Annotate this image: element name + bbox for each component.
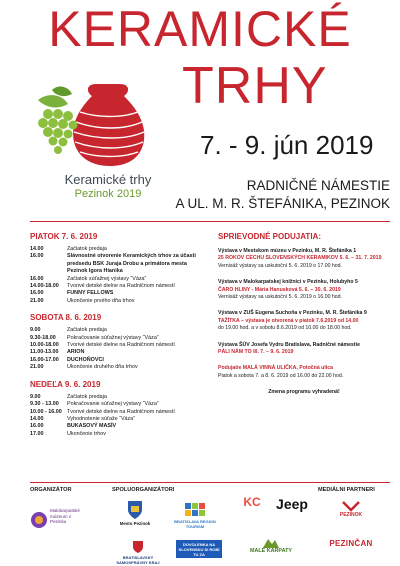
side-event-name: TAŽÍTKA – výstava je otvorená v piatok 7.6.2019 od 14.00 [218, 317, 359, 324]
logo-title: Keramické trhy [64, 172, 152, 187]
region-tourism-icon [184, 502, 206, 518]
side-event-info: Piatok a sobota 7. a 8. 6. 2019 od 16.00 do 22.00 hod. [218, 372, 344, 379]
row-time: 9.30-18.00 [30, 334, 56, 341]
pezinok-partner-logo [326, 500, 376, 518]
mountain-icon [263, 536, 279, 548]
side-event-place: Výstava v Malokarpatskej knižnici v Pezinku, Holubyho 5 [218, 279, 358, 286]
schedule-row [30, 423, 205, 430]
schedule-row [30, 283, 205, 290]
male-karpaty-logo [240, 536, 302, 554]
row-text: Pokračovanie súťažnej výstavy “Váza” [67, 334, 159, 341]
row-time: 14.00 [30, 415, 44, 422]
row-text: ARION [67, 349, 85, 356]
dovolenka-logo-text: DOVOLENKA NA SLOVENSKU SI ROBÍ TU ZA [178, 542, 220, 557]
side-event [218, 342, 390, 357]
pezincan-logo [322, 541, 380, 546]
male-karpaty-text: MALÉ KARPATY [249, 548, 293, 554]
side-event [218, 279, 390, 301]
venue-line2: A UL. M. R. ŠTEFÁNIKA, PEZINOK [175, 196, 390, 211]
row-time: 21.00 [30, 364, 44, 371]
kc-logo-text: KC [243, 495, 261, 509]
row-time: 14.00-18.00 [30, 283, 59, 290]
side-event-place: Podujatie MALÁ VINNÁ ULIČKA, Potočná ulica [218, 365, 333, 372]
day-title: PIATOK 7. 6. 2019 [30, 232, 98, 241]
pezinok-city-logo [118, 500, 152, 526]
kc-logo [240, 495, 264, 509]
row-time: 16.00 [30, 253, 44, 260]
row-text: Ukončenie druhého dňa trhov [67, 364, 138, 371]
row-time: 9.00 [30, 327, 41, 334]
divider-top [30, 221, 390, 222]
venue-line1: RADNIČNÉ NÁMESTIE [246, 178, 390, 193]
schedule-row [30, 335, 205, 342]
row-text: Vyhodnotenie súťaže “Váza” [67, 415, 136, 422]
schedule-row [30, 431, 205, 438]
pezincan-text: PEZINČAN [329, 539, 373, 548]
program-note: Zmena programu vyhradená! [268, 389, 340, 396]
partners-label: MEDIÁLNI PARTNERI [318, 487, 375, 493]
row-text: BUKASOVÝ MASÍV [67, 423, 117, 430]
logo-subtitle: Pezinok 2019 [74, 188, 142, 200]
divider-bottom [30, 482, 390, 483]
vase-grapes-logo-icon [18, 78, 168, 170]
museum-logo [30, 504, 82, 538]
row-time: 10.00-18.00 [30, 342, 59, 349]
side-event-info: do 19.00 hod. a v sobotu 8.6.2019 od 10.00 do 18.00 hod. [218, 325, 352, 332]
side-events [218, 232, 390, 406]
row-text: Tvorivé detské dielne na Radničnom námestí [67, 342, 175, 349]
schedule-row [30, 357, 205, 364]
schedule-row [30, 290, 205, 297]
schedule-row [30, 364, 205, 371]
coorganizers-label: SPOLUORGANIZÁTORI [112, 487, 175, 493]
museum-logo-icon [30, 506, 48, 534]
pezinok-mark-icon [341, 500, 361, 512]
row-time: 16.00 [30, 275, 44, 282]
bsk-crest-icon [132, 540, 144, 554]
side-event-place: Výstava v Mestskom múzeu v Pezinku, M. R. Štefánika 1 [218, 248, 357, 254]
row-text: Tvorivé detské dielne na Radničnom námestí [67, 408, 175, 415]
dovolenka-logo [176, 540, 222, 558]
city-logo-text: Mesto Pezinok [119, 521, 151, 526]
side-event-place: Výstava v ZUŠ Eugena Suchoňa v Pezinku, M. R. Štefánika 9 [218, 310, 367, 317]
row-text: Začiatok predaja [67, 327, 107, 334]
side-event [218, 365, 390, 380]
row-text: Slávnostné otvorenie Keramických trhov za účasti predsedu BSK Juraja Drobu a primátora mesta Pezinok Igora Hianika [67, 253, 196, 275]
schedule-row [30, 253, 205, 275]
side-event-name: 25 ROKOV CECHU SLOVENSKÝCH KERAMIKOV 5. 6. – 31. 7. 2019 [218, 255, 382, 262]
schedule-row [30, 246, 205, 253]
row-time: 16.00 [30, 423, 44, 430]
day-title: NEDEĽA 9. 6. 2019 [30, 379, 101, 389]
row-text: FUNNY FELLOWS [67, 290, 114, 297]
row-time: 17.00 [30, 430, 44, 437]
side-event-info: Vernisáž výstavy sa uskutoční 5. 6. 2019 o 16.00 hod. [218, 294, 343, 301]
schedule-row [30, 416, 205, 423]
side-event-place: Výstava ŠÚV Josefa Vydru Bratislava, Radničné námestie [218, 341, 360, 348]
row-time: 16.00-17.00 [30, 356, 59, 363]
jeep-logo-text: Jeep [276, 496, 308, 512]
row-text: Začiatok predaja [67, 393, 107, 400]
day-block [30, 380, 205, 438]
row-text: Tvorivé detské dielne na Radničnom námestí [67, 283, 175, 290]
row-text: Začiatok predaja [67, 246, 107, 252]
day-block [30, 313, 205, 371]
row-time: 21.00 [30, 297, 44, 304]
schedule-row [30, 394, 205, 401]
row-time: 9.30 - 13.00 [30, 401, 59, 408]
row-text: Pokračovanie súťažnej výstavy “Váza” [67, 401, 159, 408]
day-block [30, 232, 205, 305]
schedule-row [30, 327, 205, 334]
row-time: 9.00 [30, 393, 41, 400]
side-event-info: Vernisáž výstavy sa uskutoční 5. 6. 2019 o 17.00 hod. [218, 262, 343, 269]
event-dates: 7. - 9. jún 2019 [200, 130, 374, 160]
row-text: Ukončenie trhov [67, 430, 106, 437]
program-schedule [30, 232, 205, 438]
schedule-row [30, 298, 205, 305]
schedule-row [30, 349, 205, 356]
museum-logo-text: Malokarpatské múzeum v Pezinku [50, 508, 80, 525]
side-event-name: PÁLI NÁM TO III. 7. – 9. 6. 2019 [218, 349, 294, 356]
row-text: Začiatok súťažnej výstavy “Váza” [67, 275, 147, 282]
side-event [218, 310, 390, 332]
row-text: Ukončenie prvého dňa trhov [67, 297, 135, 304]
bsk-logo-text: BRATISLAVSKÝ SAMOSPRÁVNY KRAJ [116, 555, 160, 565]
region-tourism-text: BRATISLAVA REGION TOURISM [174, 519, 216, 529]
schedule-row [30, 409, 205, 416]
side-events-title: SPRIEVODNÉ PODUJATIA: [218, 232, 321, 241]
event-venue [168, 177, 390, 213]
row-time: 16.00 [30, 290, 44, 297]
side-event [218, 248, 390, 270]
bratislava-region-tourism-logo [170, 502, 220, 529]
row-text: DUCHOŇOVCI [67, 356, 104, 363]
schedule-row [30, 401, 205, 408]
schedule-row [30, 342, 205, 349]
pezinok-partner-text: PEZINOK [339, 512, 363, 518]
poster-title-line2: TRHY [182, 57, 328, 115]
day-title: SOBOTA 8. 6. 2019 [30, 313, 102, 323]
jeep-logo [272, 496, 312, 512]
row-time: 10.00 - 16.00 [30, 408, 62, 415]
row-time: 14.00 [30, 246, 44, 252]
city-crest-icon [127, 500, 143, 520]
row-time: 11.00-13.00 [30, 349, 59, 356]
schedule-row [30, 276, 205, 283]
poster-title-line1: KERAMICKÉ [48, 1, 352, 57]
bsk-logo [115, 540, 161, 565]
organizer-label: ORGANIZÁTOR [30, 487, 72, 493]
side-event-name: ČARO HLINY - Mária Hanusková 5. 6. – 30. 6. 2019 [218, 286, 341, 293]
